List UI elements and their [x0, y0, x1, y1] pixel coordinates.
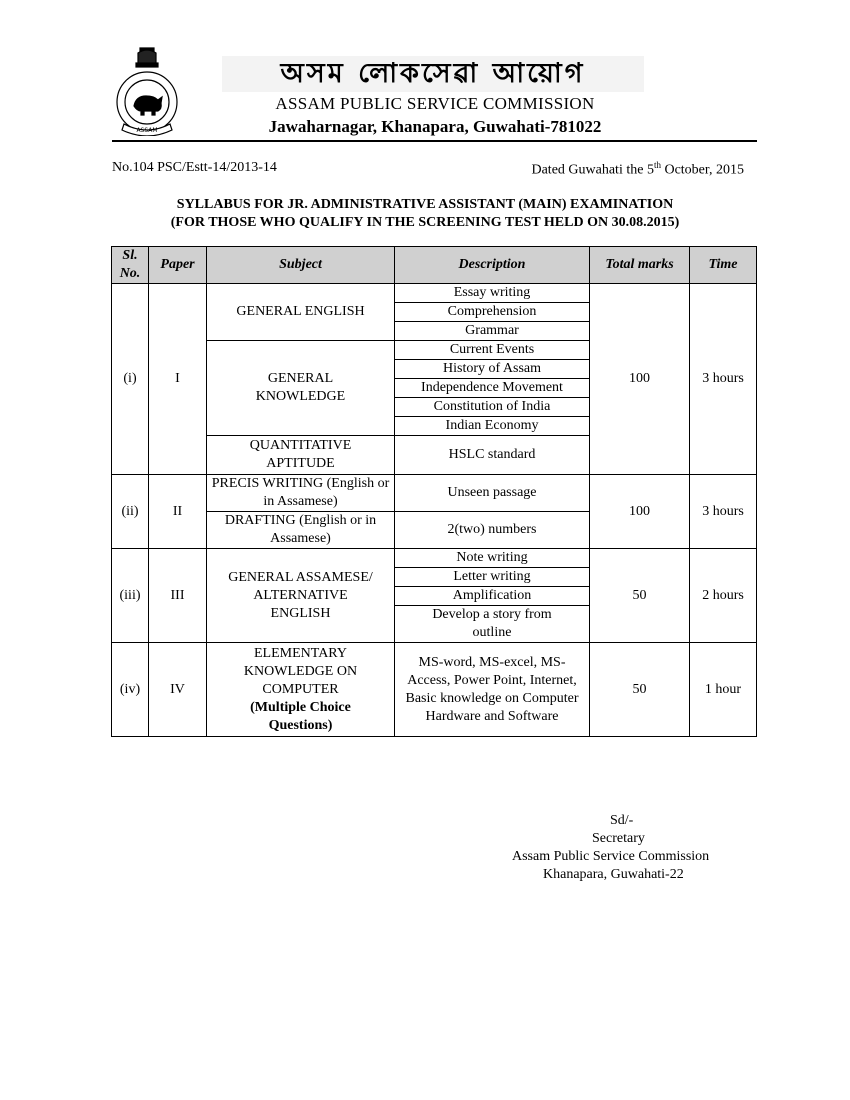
org-address: Jawaharnagar, Khanapara, Guwahati-781022 [268, 117, 602, 136]
paper-cell: III [149, 549, 207, 643]
signature-sd: Sd/- [610, 813, 634, 828]
header-paper: Paper [149, 247, 207, 284]
description-cell: Essay writing [395, 284, 590, 303]
signature-block [500, 812, 750, 884]
signature-place: Khanapara, Guwahati-22 [543, 867, 684, 882]
header-total-marks: Total marks [590, 247, 690, 284]
header-sl-line1: Sl. [122, 248, 138, 263]
description-cell [395, 606, 590, 643]
paper-cell: IV [149, 643, 207, 737]
subject-cell [207, 549, 395, 643]
subject-cell [207, 475, 395, 512]
emblem-icon [112, 44, 182, 136]
sl-cell: (iii) [112, 549, 149, 643]
time-cell: 3 hours [690, 284, 757, 475]
header-subject: Subject [207, 247, 395, 284]
org-name: ASSAM PUBLIC SERVICE COMMISSION [275, 94, 595, 113]
sl-cell: (i) [112, 284, 149, 475]
time-cell: 3 hours [690, 475, 757, 549]
org-title-assamese: অসম লোকসেৱা আয়োগ [222, 56, 644, 92]
header-sl-line2: No. [119, 266, 141, 281]
date-suffix: October, 2015 [660, 162, 744, 178]
time-cell: 2 hours [690, 549, 757, 643]
subject-text: GENERAL KNOWLEDGE [255, 371, 346, 404]
description-cell: Indian Economy [395, 417, 590, 436]
subject-text: PRECIS WRITING (English or in Assamese) [211, 476, 390, 509]
signature-designation: Secretary [592, 831, 645, 846]
table-row [112, 284, 757, 303]
header-divider [112, 140, 757, 142]
date-sup: th [653, 160, 661, 170]
time-cell: 1 hour [690, 643, 757, 737]
reference-date [531, 160, 744, 179]
table-row [112, 643, 757, 737]
description-cell: Constitution of India [395, 398, 590, 417]
reference-number: No.104 PSC/Estt-14/2013-14 [112, 160, 277, 175]
table-header-row [112, 247, 757, 284]
description-cell: Note writing [395, 549, 590, 568]
marks-cell: 50 [590, 643, 690, 737]
subject-text: DRAFTING (English or in Assamese) [224, 513, 377, 546]
subject-cell: GENERAL ENGLISH [207, 284, 395, 341]
sl-cell: (iv) [112, 643, 149, 737]
syllabus-subheading: (FOR THOSE WHO QUALIFY IN THE SCREENING TEST HELD ON 30.08.2015) [170, 215, 680, 230]
description-cell: Current Events [395, 341, 590, 360]
header-description: Description [395, 247, 590, 284]
subject-cell [207, 436, 395, 475]
subject-text: ELEMENTARY KNOWLEDGE ON COMPUTER [243, 645, 358, 697]
marks-cell: 100 [590, 284, 690, 475]
description-cell: 2(two) numbers [395, 512, 590, 549]
table-row [112, 549, 757, 568]
subject-text: GENERAL ASSAMESE/ ALTERNATIVE ENGLISH [228, 569, 373, 621]
subject-cell [207, 341, 395, 436]
description-cell: Independence Movement [395, 379, 590, 398]
header-sl [112, 247, 149, 284]
subject-cell [207, 512, 395, 549]
description-text: Develop a story from outline [432, 607, 552, 640]
table-row [112, 475, 757, 512]
sl-cell: (ii) [112, 475, 149, 549]
paper-cell: II [149, 475, 207, 549]
description-cell: Unseen passage [395, 475, 590, 512]
description-cell: Letter writing [395, 568, 590, 587]
subject-note: (Multiple Choice Questions) [250, 699, 351, 733]
subject-cell [207, 643, 395, 737]
paper-cell: I [149, 284, 207, 475]
description-cell: Grammar [395, 322, 590, 341]
description-cell: Comprehension [395, 303, 590, 322]
marks-cell: 100 [590, 475, 690, 549]
syllabus-heading: SYLLABUS FOR JR. ADMINISTRATIVE ASSISTANT (MAIN) EXAMINATION [176, 197, 674, 212]
description-cell: HSLC standard [395, 436, 590, 475]
date-prefix: Dated Guwahati the 5 [531, 162, 654, 178]
header-time: Time [690, 247, 757, 284]
signature-org: Assam Public Service Commission [512, 849, 710, 864]
syllabus-table [111, 246, 757, 737]
description-cell: Amplification [395, 587, 590, 606]
emblem-text: ASSAM [136, 127, 158, 134]
description-cell: History of Assam [395, 360, 590, 379]
description-text: MS-word, MS-excel, MS-Access, Power Point, Internet, Basic knowledge on Computer Hardware and Software [405, 654, 579, 724]
subject-text: QUANTITATIVE APTITUDE [249, 438, 352, 471]
description-cell [395, 643, 590, 737]
marks-cell: 50 [590, 549, 690, 643]
